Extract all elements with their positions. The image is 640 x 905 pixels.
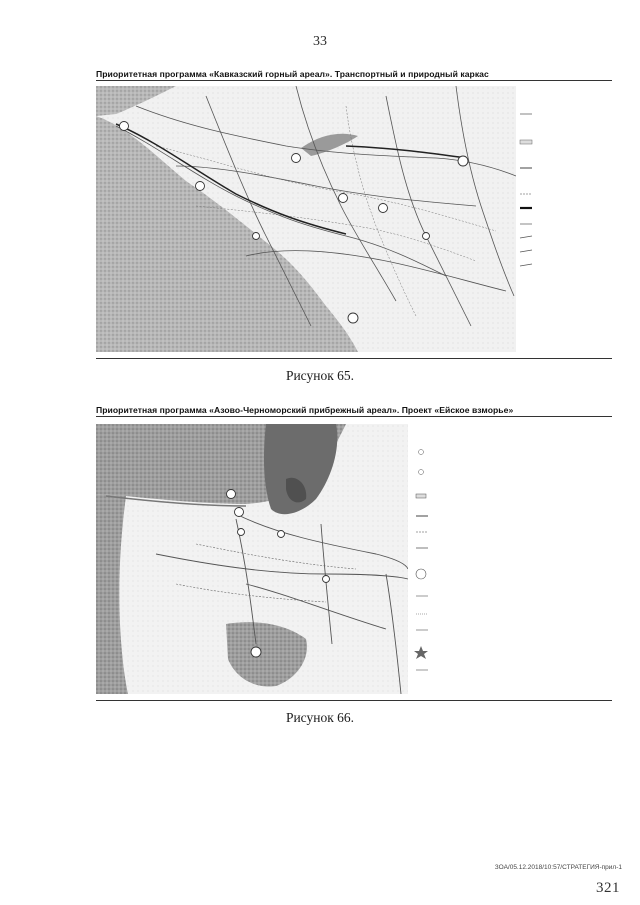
document-stamp: ЗОА/05.12.2018/10:57/СТРАТЕГИЯ-прил-1: [494, 864, 622, 871]
figure-65-bottom-rule: [96, 358, 612, 359]
figure-66-map: [96, 424, 612, 694]
figure-65-title-rule: [96, 80, 612, 81]
figure-65-map: [96, 86, 612, 352]
figure-66-caption: Рисунок 66.: [285, 710, 355, 725]
sheet-number: 321: [596, 880, 620, 896]
figure-65-title: Приоритетная программа «Кавказский горный ареал». Транспортный и природный каркас: [96, 69, 489, 79]
figure-66-bottom-rule: [96, 700, 612, 701]
page-number: 33: [313, 34, 327, 49]
figure-66-title-rule: [96, 416, 612, 417]
figure-65-caption: Рисунок 65.: [285, 368, 355, 383]
figure-65-map-graphic: [96, 86, 612, 352]
figure-66-title: Приоритетная программа «Азово-Черноморский прибрежный ареал». Проект «Ейское взморье»: [96, 405, 514, 415]
figure-66-map-graphic: [96, 424, 612, 694]
